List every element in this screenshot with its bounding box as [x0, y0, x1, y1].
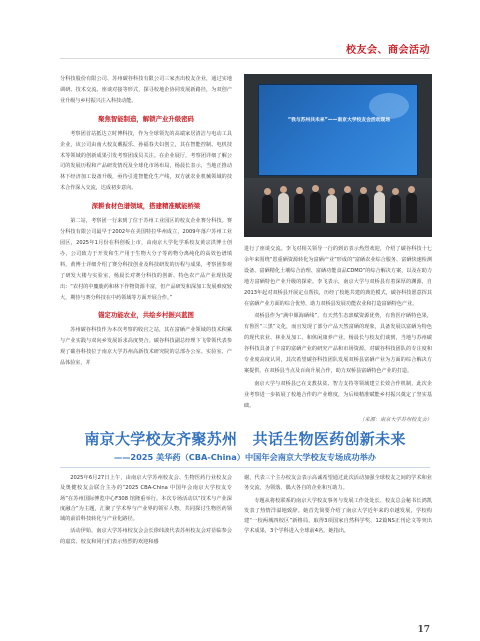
person-head [264, 188, 271, 195]
page-number: 17 [417, 625, 430, 635]
section1-paragraph: 考察团首站抵达立时博科技，作为全球领先的高端家居清洁与电动工具企业，该公司由南大校友戴振乐、孙福春夫妇创立，其在智能控制、电机技术等领域的创新成果引发考察团成员关注。在企业展厅，考察团详细了解公司的发展历程和产品研发情况及全球化市场布局，杨晨长表示，当地正推动林下经济加工设备升级，亟待引进智能化生产线，双方就农业机械领域的技术合作深入交流，达成初步意向。 [60, 130, 232, 192]
person-head [360, 187, 367, 194]
person-head [312, 185, 319, 192]
screen-title: “我与苏州共未来”——南京大学校友会活动现场 [287, 118, 391, 123]
person-head [296, 187, 303, 194]
section3-heading: 锚定功能农业，共绘乡村振兴蓝图 [98, 311, 194, 320]
person-head [376, 185, 383, 192]
projection-screen [258, 84, 418, 176]
article-subheadline: ——2025 美华药（CBA-China）中国年会南京大学校友专场成功举办 [114, 452, 376, 462]
section2-heading: 深耕食材色谱领域，搭建精准赋能桥梁 [91, 202, 201, 211]
person-figure [374, 192, 385, 223]
screen-glow [369, 93, 409, 119]
right-paragraph: 进行了座谈交流。李飞对相关领导一行的到访表示热烈欢迎，介绍了碳谷科技十七余年来围绕“恩重硒资源转化为富硒产业”形成的“富硒农业综合服务、富硒快速检测设备、富硒精化土壤综合治理、富硒功能食品CDMO”的综合解决方案，以及在助力地方富硒特色产业升级的探索。李飞表示，南京大学与双桥县有着深厚的渊源，自2013年起对双桥县开展定点帮扶，历经了校地共建的典范模式，碳谷科技愿意挥其在富硒产业方面的综合优势，助力双桥县发展功能农业和打造富硒特色产业。 [244, 246, 432, 307]
event-photo [244, 74, 432, 237]
person-head [392, 188, 399, 195]
source-signature: （来源：南京大学苏州校友会） [359, 417, 432, 423]
person-head [328, 188, 335, 195]
intro-paragraph: 分科技股份有限公司、苏州碳谷科技有限公司三家杰出校友企业，通过实地调研、技术交流、座谈对接等形式，探寻校地企协同发展新路径，为双创产业升级与乡村振兴注入科技动能。 [60, 76, 232, 104]
right-paragraph: 双桥县作为“满中塬海硒线”，有天然生态禀赋资源优势，有鲁医疗硒特色果，有鲁医“三黑”文化，而且发现了部分产品天然富硒的现象，具备发展以富硒为特色的现代农业、林业及加工、和休闲康养产业。杨晨长与校友们谈到，当地与苏州碳谷科技具备了丰富的富硒产业的研究产品和市场资源，对碳谷科技团队的专注度和专业度高度认同，其次希望碳谷科技团队发展双桥县富硒产业为方面的综合解决方案提供，在双桥县当点及百商升展合作，助力双桥县富硒特色产业的打造。 [244, 313, 432, 374]
top-divider [60, 58, 430, 59]
left-column [60, 74, 232, 371]
article2-paragraph: 专题从将校联系的南京大学校友事务与发展工作处处长、校友总会秘书长鸿凯发表了热情洋溢地致辞。她首先简要介绍了南京大学近年来的卓越发展，学校构建“一校两城四校区”新格局，取得3项国家自然科学奖、12篇NS正刊论文等突出学术成果，3个学科进入全球前4名。她指出， [244, 497, 432, 535]
section1-heading: 聚焦智能制造，解锁产业升级密码 [98, 114, 194, 123]
person-figure [342, 193, 353, 223]
article2-paragraph: 2025年6月27日上午，由南京大学苏州校友会、生物医药行业校友会及奥健校友会联合主办的“2025 CBA-China 中国年会南京大学校友专场”在苏州国际博览中心F308 馆隆重举行。本次专场活动以“技术与产业深度融合”为主题，汇聚了学术界与产业界的领军人物，共同探讨生物医药领域的前沿科技转化与产业化路径。 [60, 475, 232, 523]
section2-paragraph: 第二站，考察团一行来到了位于苏州工业园区的校友企业赛分科技。赛分科技有限公司最早于2002年在美国特拉华州成立，2009年落户苏州工业园区，2025年1月份在科创板上市，由南京大学化学系校友黄宗洪博士创办，公司致力于开发和生产用于生物大分子等药物分离纯化的高效色谱填料。黄博士详细介绍了赛分科技创业及科技研发的历程与成果，考察团参观了研发大楼与实验室，杨晨长对赛分科技的创新、特色农产品产业现状提出：“农村的中麋鹿药和林下作物资源丰富，但产品研发和深加工发展难度较大，期待与赛分科技在中药领域等方面开展合作。” [60, 218, 232, 301]
person-figure [262, 195, 273, 223]
person-head [280, 186, 287, 193]
article2-paragraph: 活动伊始，南京大学苏州校友会会长徐纬波代表苏州校友会对莅临参会的嘉宾、校友和同行们表示热烈的欢迎和感 [60, 528, 232, 545]
person-figure [406, 193, 417, 223]
person-figure [294, 194, 305, 223]
article2-paragraph: 谢，代表三个主办校友会表示高诚希望通过此次活动加强全球校友之间的学术和业务交流，为领落、偶大各自的企业和互助力。 [244, 475, 432, 492]
person-figure [310, 192, 321, 223]
person-head [344, 186, 351, 193]
section3-paragraph: 苏州碳谷科技作为本次考察的收官之站，其在富硒产业领域的技术积累与产业实践与双向乡发展诉求高度契合。碳谷科技副总经理卞飞带领代表参观了碳谷科技位于南京大学苏州高新技术研究院的总部办公室、实验室、产品体验室，并 [60, 327, 232, 367]
person-figure [358, 194, 369, 223]
person-head [408, 186, 415, 193]
person-figure [390, 195, 401, 223]
headline-divider [60, 467, 430, 468]
article2-left-column [60, 473, 232, 549]
right-paragraph: 南京大学与双桥县已在支教扶贫、智力支持等领域建立长效合作机制，此次企业考察进一步拓展了校地合作的产业维度，为后续精准赋能乡村振兴奠定了坚实基础。 [244, 380, 432, 409]
section-tag: 校友会、商会活动 [346, 45, 430, 56]
article2-right-column [244, 473, 432, 539]
person-figure [278, 193, 289, 223]
person-figure [326, 195, 337, 223]
right-column [244, 244, 432, 414]
article-headline: 南京大学校友齐聚苏州 共话生物医药创新未来 [84, 430, 406, 448]
